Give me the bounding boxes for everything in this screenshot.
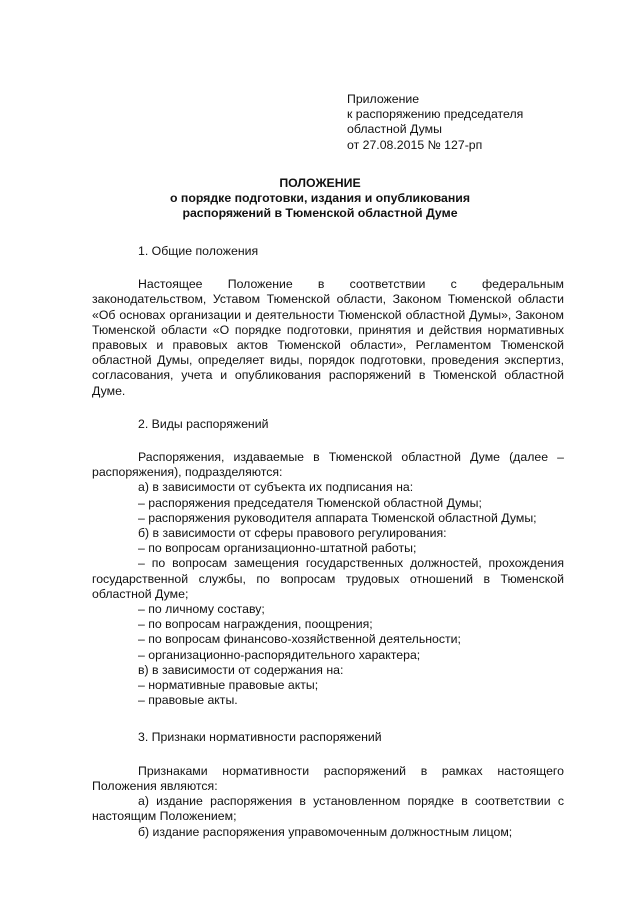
appendix-line-3: областной Думы bbox=[347, 122, 442, 137]
list-item: а) издание распоряжения в установленном порядке в соответствии с настоящим Положением; bbox=[92, 794, 564, 824]
section-3-heading: 3. Признаки нормативности распоряжений bbox=[138, 730, 382, 745]
appendix-line-4: от 27.08.2015 № 127-рп bbox=[347, 137, 483, 152]
title-line-1: ПОЛОЖЕНИЕ bbox=[279, 176, 361, 190]
list-item: – распоряжения руководителя аппарата Тюменской областной Думы; bbox=[138, 510, 537, 525]
list-item: – по личному составу; bbox=[138, 602, 265, 617]
list-item: – по вопросам организационно-штатной работы; bbox=[138, 541, 417, 556]
title-line-3: распоряжений в Тюменской областной Думе bbox=[182, 206, 458, 221]
document-title bbox=[90, 176, 550, 222]
appendix-line-1: Приложение bbox=[347, 92, 420, 106]
list-item: – правовые акты. bbox=[138, 693, 238, 708]
list-item: – по вопросам награждения, поощрения; bbox=[138, 617, 373, 632]
list-item: б) издание распоряжения управомоченным должностным лицом; bbox=[138, 824, 513, 839]
appendix-block bbox=[347, 92, 523, 153]
list-item: – распоряжения председателя Тюменской областной Думы; bbox=[138, 495, 482, 510]
section-1-paragraph: Настоящее Положение в соответствии с федеральным законодательством, Уставом Тюменской области, Законом Тюменской области «Об основах организации и деятельности Тюменской областной Думы», Законом Тюменской области «О порядке подготовки, принятия и действия нормативных правовых и правовых актов Тюменской области», Регламентом Тюменской областной Думы, определяет виды, порядок подготовки, проведения экспертиз, согласования, учета и опубликования распоряжений в Тюменской областной Думе. bbox=[92, 277, 564, 398]
appendix-line-2: к распоряжению председателя bbox=[347, 107, 524, 122]
list-item: – по вопросам финансово-хозяйственной деятельности; bbox=[138, 632, 461, 647]
list-item: а) в зависимости от субъекта их подписания на: bbox=[138, 480, 414, 495]
section-3-intro: Признаками нормативности распоряжений в рамках настоящего Положения являются: bbox=[92, 763, 564, 793]
list-item: – нормативные правовые акты; bbox=[138, 678, 319, 693]
list-item: – по вопросам замещения государственных должностей, прохождения государственной службы, по вопросам трудовых отношений в Тюменской областной Думе; bbox=[92, 556, 564, 601]
section-2-intro: Распоряжения, издаваемые в Тюменской областной Думе (далее – распоряжения), подразделяются: bbox=[92, 450, 564, 480]
document-body bbox=[92, 244, 564, 840]
section-1-heading: 1. Общие положения bbox=[138, 244, 259, 258]
title-line-2: о порядке подготовки, издания и опубликования bbox=[169, 191, 471, 206]
section-2-heading: 2. Виды распоряжений bbox=[138, 416, 269, 431]
list-item: – организационно-распорядительного характера; bbox=[138, 647, 421, 662]
list-item: б) в зависимости от сферы правового регулирования: bbox=[138, 526, 447, 541]
list-item: в) в зависимости от содержания на: bbox=[138, 662, 344, 677]
